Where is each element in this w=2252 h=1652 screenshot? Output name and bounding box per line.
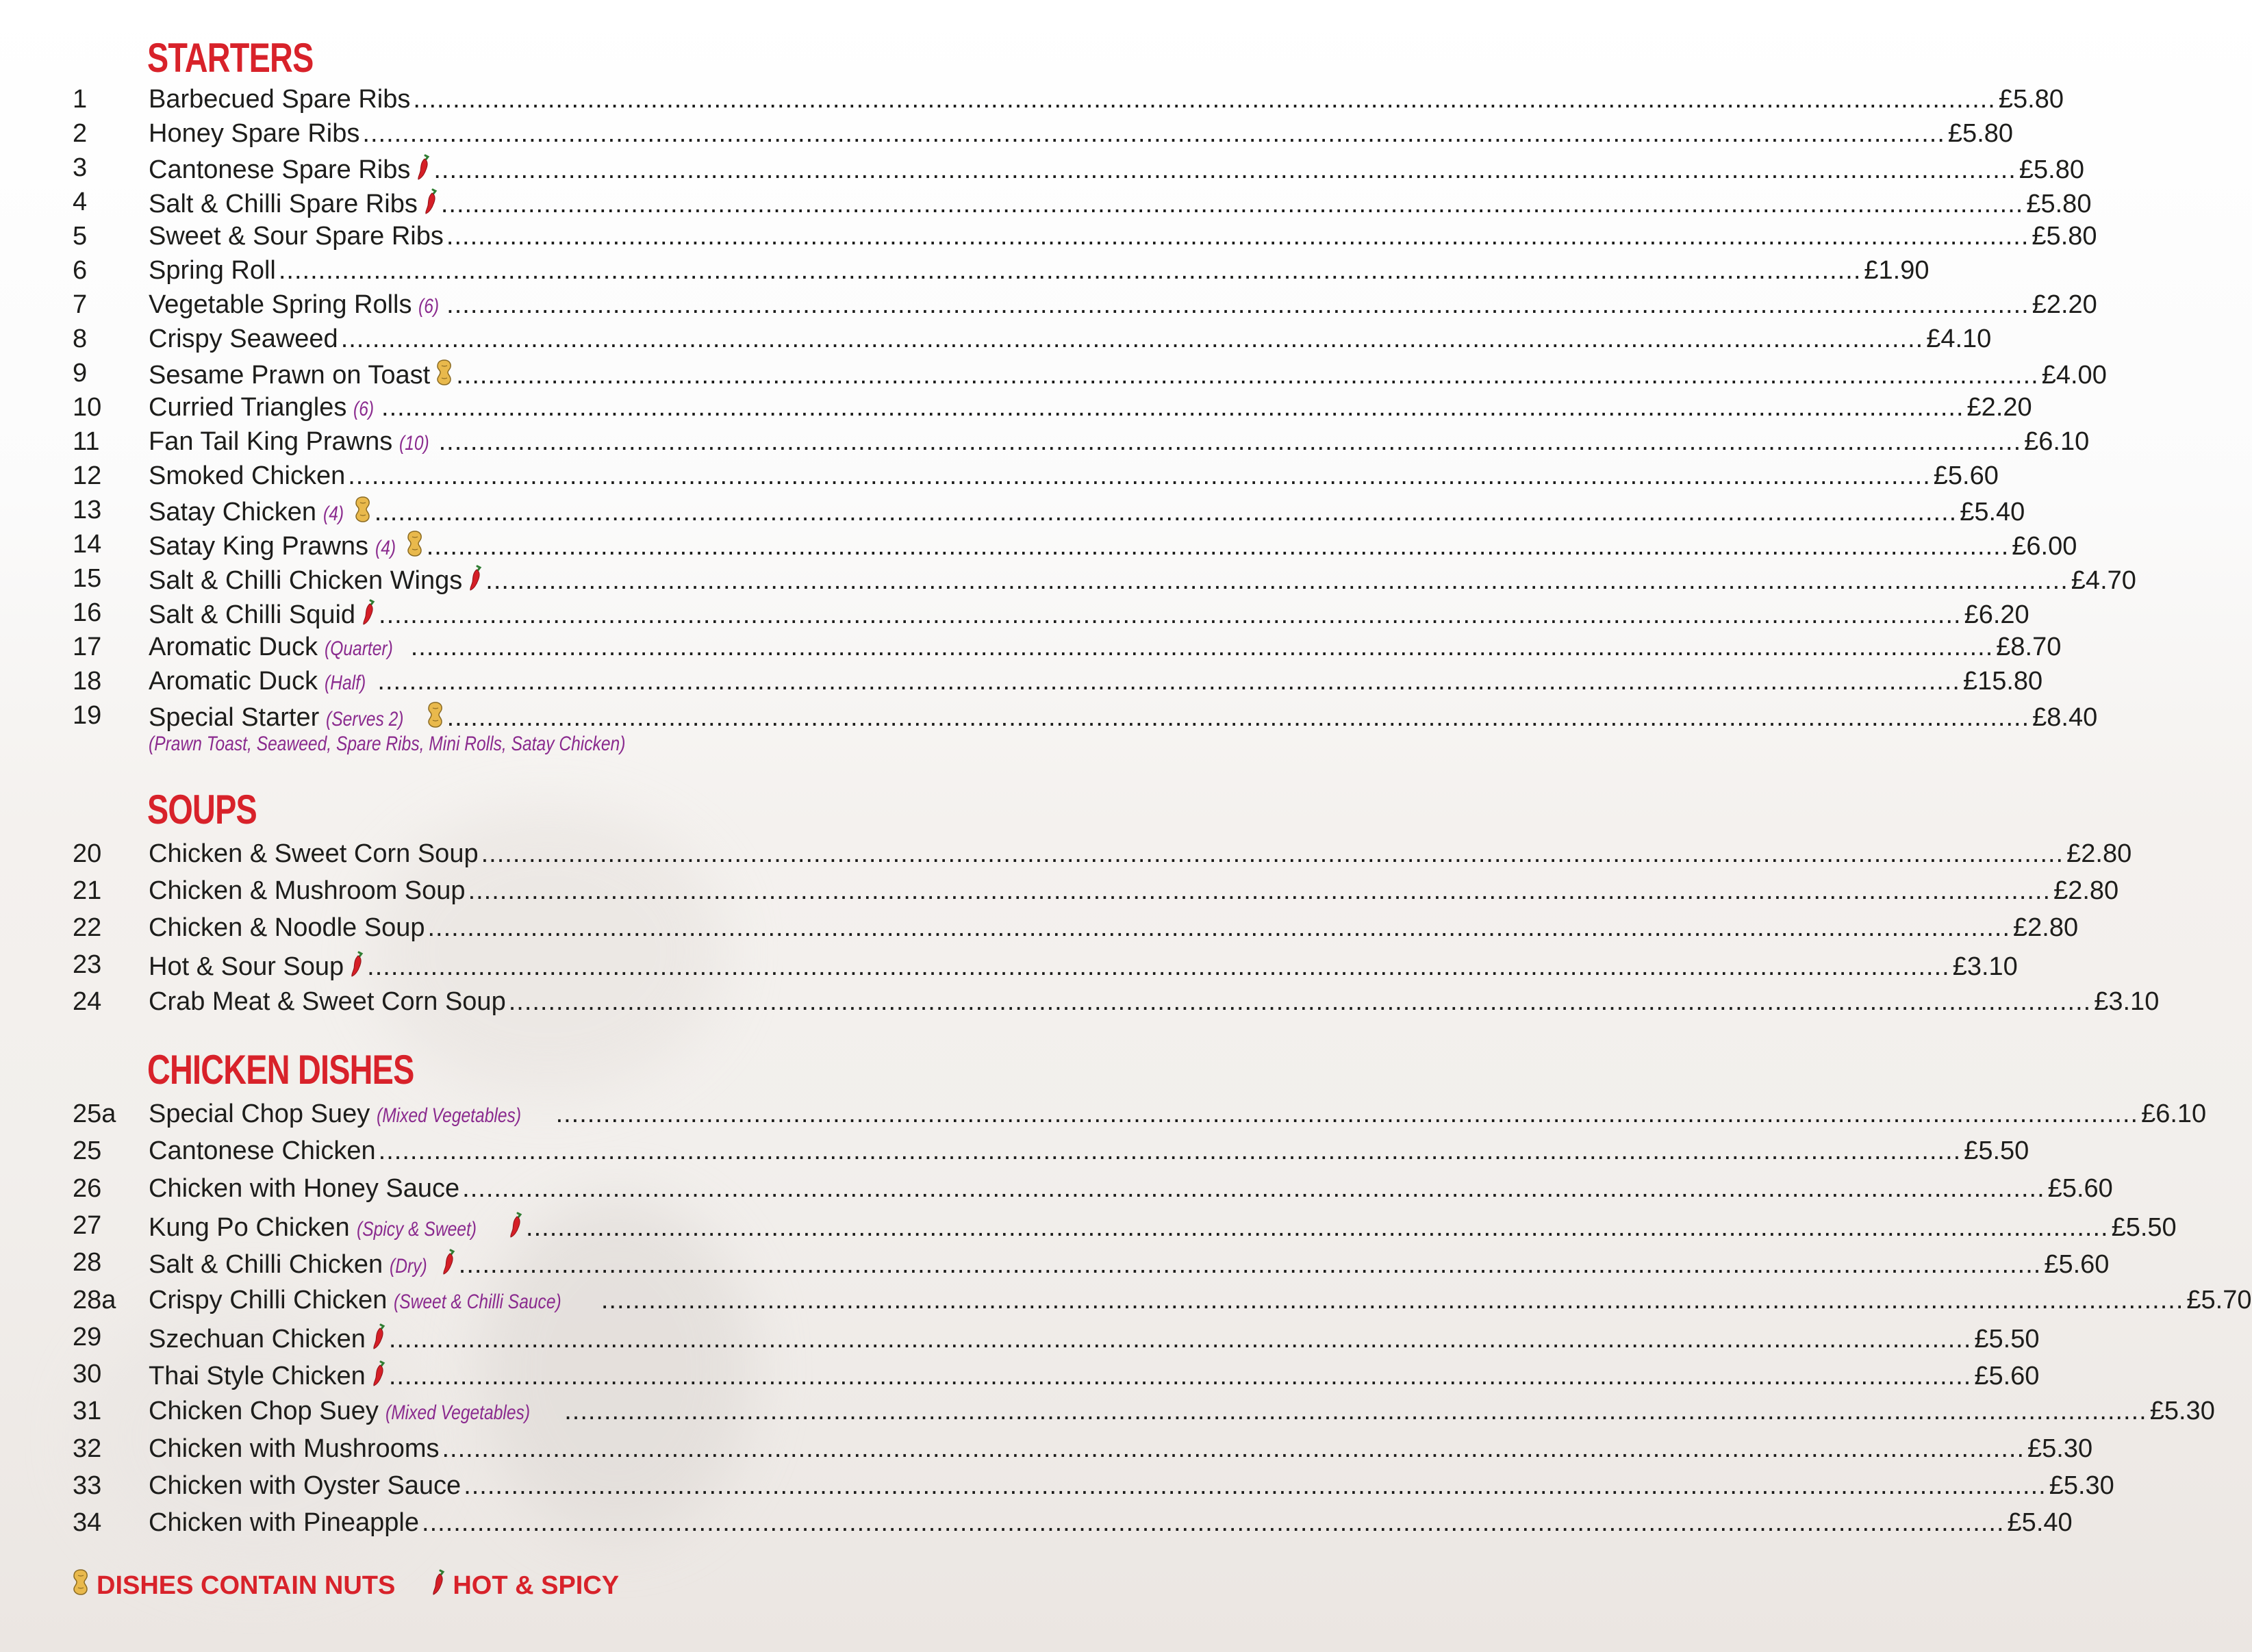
item-name: Aromatic Duck (149, 667, 318, 696)
item-note: (Mixed Vegetables) (377, 1104, 522, 1127)
menu-item (0, 874, 2119, 908)
dot-leader: ........................................................................................................................................................................................................ (388, 1324, 1972, 1354)
item-price: £5.40 (2007, 1508, 2073, 1538)
menu-item (0, 288, 2097, 322)
item-line (149, 698, 2098, 737)
menu-item (0, 424, 2090, 459)
item-line (149, 630, 2062, 666)
item-name: Barbecued Spare Ribs (149, 85, 411, 114)
item-line (149, 561, 2136, 598)
dot-leader: ........................................................................................................................................................................................................ (374, 498, 1958, 526)
item-line (149, 527, 2077, 566)
dot-leader: ........................................................................................................................................................................................................ (278, 256, 1862, 285)
item-price: £5.80 (1998, 85, 2064, 114)
item-name: Special Chop Suey (149, 1100, 370, 1128)
item-line (149, 356, 2107, 392)
item-note: (4) (375, 537, 396, 559)
item-name: Thai Style Chicken (149, 1362, 366, 1391)
dot-leader: ........................................................................................................................................................................................................ (381, 393, 1964, 422)
item-number: 32 (73, 1434, 102, 1463)
dot-leader: ........................................................................................................................................................................................................ (378, 1136, 1962, 1166)
item-line (149, 1394, 2215, 1430)
item-price: £15.80 (1962, 667, 2043, 696)
item-line (149, 1283, 2252, 1319)
item-name: Fan Tail King Prawns (149, 427, 393, 456)
menu-item (0, 82, 2064, 116)
dot-leader: ........................................................................................................................................................................................................ (564, 1397, 2147, 1426)
menu-item (0, 561, 2136, 596)
dot-leader: ........................................................................................................................................................................................................ (388, 1362, 1972, 1391)
item-price: £4.00 (2041, 361, 2107, 390)
item-note: (4) (323, 503, 344, 525)
item-price: £6.10 (2024, 427, 2090, 456)
item-price: £5.80 (2032, 222, 2097, 251)
item-number: 30 (73, 1360, 102, 1389)
dot-leader: ........................................................................................................................................................................................................ (555, 1100, 2139, 1128)
menu-item (0, 664, 2043, 698)
item-price: £5.80 (1947, 119, 2014, 148)
menu-item (0, 493, 2025, 527)
item-number: 6 (73, 256, 88, 285)
menu-item (0, 1469, 2114, 1503)
item-name: Chicken with Honey Sauce (149, 1173, 460, 1203)
item-line (149, 185, 2092, 221)
item-note: (Half) (325, 672, 366, 694)
item-price: £5.60 (1933, 461, 1999, 490)
item-number: 2 (73, 119, 88, 148)
item-name: Hot & Sour Soup (149, 952, 344, 981)
item-name: Cantonese Spare Ribs (149, 155, 411, 184)
dot-leader: ........................................................................................................................................................................................................ (508, 987, 2092, 1016)
item-number: 5 (73, 222, 88, 251)
item-name: Crispy Chilli Chicken (149, 1285, 388, 1314)
item-number: 28a (73, 1285, 116, 1314)
item-price: £5.30 (2149, 1397, 2215, 1426)
item-name: Crab Meat & Sweet Corn Soup (149, 987, 506, 1016)
dot-leader: ........................................................................................................................................................................................................ (422, 1508, 2005, 1538)
item-number: 13 (73, 496, 102, 524)
menu-item (0, 151, 2084, 185)
item-price: £3.10 (1952, 952, 2018, 981)
item-price: £2.80 (2013, 913, 2079, 942)
dot-leader: ........................................................................................................................................................................................................ (468, 876, 2051, 905)
item-price: £5.80 (2026, 190, 2092, 218)
item-line (149, 837, 2132, 871)
menu-item (0, 1134, 2029, 1168)
item-number: 3 (73, 153, 88, 182)
menu-item (0, 911, 2079, 945)
item-name: Sweet & Sour Spare Ribs (149, 222, 444, 251)
menu-item (0, 1394, 2215, 1428)
dot-leader: ........................................................................................................................................................................................................ (446, 703, 2030, 732)
item-price: £5.60 (2044, 1250, 2110, 1280)
item-note: (Sweet & Chilli Sauce) (394, 1290, 562, 1313)
menu-item (0, 984, 2160, 1019)
dot-leader: ........................................................................................................................................................................................................ (440, 190, 2024, 218)
item-line (149, 1320, 2040, 1356)
item-line (149, 911, 2079, 945)
item-price: £5.50 (1974, 1324, 2040, 1354)
dot-leader: ........................................................................................................................................................................................................ (367, 952, 1950, 981)
item-name: Vegetable Spring Rolls (149, 290, 412, 319)
item-line (149, 288, 2097, 324)
item-price: £3.10 (2094, 987, 2160, 1016)
item-number: 14 (73, 530, 102, 559)
item-number: 20 (73, 839, 102, 868)
menu-item (0, 253, 1930, 288)
item-subnote: (Prawn Toast, Seaweed, Spare Ribs, Mini Rolls, Satay Chicken) (149, 733, 626, 755)
dot-leader: ........................................................................................................................................................................................................ (377, 667, 1960, 696)
item-note: (Dry) (390, 1255, 427, 1278)
item-line (149, 219, 2097, 253)
item-line (149, 459, 1999, 493)
menu-item (0, 1208, 2177, 1243)
dot-leader: ........................................................................................................................................................................................................ (446, 222, 2029, 251)
item-line (149, 322, 1992, 356)
item-price: £5.50 (1964, 1136, 2029, 1166)
item-price: £2.80 (2053, 876, 2119, 905)
item-line (149, 1171, 2113, 1206)
item-name: Honey Spare Ribs (149, 119, 360, 148)
item-name: Salt & Chilli Chicken (149, 1250, 383, 1280)
item-number: 33 (73, 1471, 102, 1500)
item-line (149, 1134, 2029, 1168)
item-line (149, 984, 2160, 1019)
menu-item (0, 390, 2032, 424)
item-number: 23 (73, 950, 102, 979)
item-name: Salt & Chilli Squid (149, 600, 356, 629)
dot-leader: ........................................................................................................................................................................................................ (433, 155, 2016, 184)
dot-leader: ........................................................................................................................................................................................................ (462, 1173, 2045, 1203)
item-price: £6.20 (1964, 600, 2029, 629)
item-name: Salt & Chilli Spare Ribs (149, 190, 418, 218)
item-price: £5.60 (1974, 1362, 2040, 1391)
item-name: Cantonese Chicken (149, 1136, 376, 1166)
item-line (149, 948, 2018, 984)
item-number: 18 (73, 667, 102, 696)
item-line (149, 82, 2064, 116)
item-name: Sesame Prawn on Toast (149, 361, 431, 390)
menu-item (0, 1245, 2110, 1280)
section-heading: SOUPS (147, 787, 257, 833)
item-price: £6.10 (2141, 1100, 2207, 1128)
menu-item (0, 116, 2014, 151)
dot-leader: ........................................................................................................................................................................................................ (485, 566, 2068, 595)
item-price: £2.20 (2032, 290, 2097, 319)
item-number: 31 (73, 1397, 102, 1426)
item-note: (6) (353, 398, 375, 420)
item-price: £8.70 (1996, 633, 2062, 661)
menu-item (0, 596, 2029, 630)
item-number: 19 (73, 701, 102, 730)
item-price: £5.30 (2027, 1434, 2093, 1463)
item-note: (6) (418, 295, 440, 318)
item-price: £6.00 (2012, 532, 2077, 561)
dot-leader: ........................................................................................................................................................................................................ (464, 1471, 2047, 1500)
item-name: Satay Chicken (149, 498, 317, 526)
item-line (149, 253, 1930, 288)
item-line (149, 664, 2043, 700)
item-line (149, 1469, 2114, 1503)
section-heading: STARTERS (147, 35, 314, 81)
item-name: Kung Po Chicken (149, 1212, 350, 1242)
menu-item (0, 322, 1992, 356)
item-number: 28 (73, 1248, 102, 1278)
item-number: 25 (73, 1136, 102, 1166)
menu-item (0, 1505, 2073, 1540)
item-note: (Quarter) (325, 637, 393, 660)
item-number: 7 (73, 290, 88, 319)
item-line (149, 151, 2084, 187)
item-number: 9 (73, 359, 88, 387)
item-name: Chicken & Sweet Corn Soup (149, 839, 479, 868)
item-line (149, 424, 2090, 461)
item-price: £5.70 (2186, 1285, 2252, 1314)
item-name: Curried Triangles (149, 393, 347, 422)
menu-item (0, 1283, 2252, 1317)
item-price: £8.40 (2032, 703, 2098, 732)
menu-item (0, 185, 2092, 219)
item-note: (10) (399, 432, 430, 455)
item-price: £2.80 (2066, 839, 2132, 868)
legend-spicy (431, 1568, 619, 1603)
menu-item (0, 527, 2077, 561)
item-name: Szechuan Chicken (149, 1324, 366, 1354)
dot-leader: ........................................................................................................................................................................................................ (600, 1285, 2184, 1314)
item-number: 10 (73, 393, 102, 422)
item-number: 12 (73, 461, 102, 490)
dot-leader: ........................................................................................................................................................................................................ (481, 839, 2064, 868)
item-number: 17 (73, 633, 102, 661)
item-line (149, 493, 2025, 531)
item-name: Chicken & Mushroom Soup (149, 876, 466, 905)
item-name: Satay King Prawns (149, 532, 369, 561)
item-name: Smoked Chicken (149, 461, 346, 490)
item-name: Salt & Chilli Chicken Wings (149, 566, 463, 595)
legend-nuts-label: DISHES CONTAIN NUTS (97, 1571, 396, 1600)
item-name: Aromatic Duck (149, 633, 318, 661)
legend-nuts (72, 1568, 395, 1603)
menu-item (0, 698, 2098, 733)
item-number: 21 (73, 876, 102, 905)
item-name: Chicken with Pineapple (149, 1508, 420, 1538)
item-note: (Serves 2) (326, 708, 404, 730)
dot-leader: ........................................................................................................................................................................................................ (340, 325, 1924, 353)
dot-leader: ........................................................................................................................................................................................................ (456, 361, 2039, 390)
chilli-icon (441, 1248, 456, 1284)
item-price: £1.90 (1864, 256, 1930, 285)
legend (72, 1566, 729, 1605)
menu-item (0, 1097, 2207, 1131)
item-number: 22 (73, 913, 102, 942)
item-number: 26 (73, 1173, 102, 1203)
legend-spicy-label: HOT & SPICY (453, 1571, 620, 1600)
chilli-icon (371, 1360, 386, 1396)
chilli-icon (508, 1211, 523, 1247)
menu-item (0, 837, 2132, 871)
dot-leader: ........................................................................................................................................................................................................ (442, 1434, 2025, 1463)
item-line (149, 390, 2032, 427)
chilli-icon (431, 1568, 453, 1603)
dot-leader: ........................................................................................................................................................................................................ (426, 532, 2010, 561)
item-note: (Mixed Vegetables) (385, 1401, 530, 1425)
menu-item (0, 948, 2018, 982)
menu-item (0, 1171, 2113, 1206)
item-price: £5.50 (2111, 1212, 2177, 1242)
item-line (149, 1357, 2040, 1393)
item-price: £4.70 (2071, 566, 2136, 595)
item-name: Chicken Chop Suey (149, 1397, 379, 1426)
item-line (149, 1432, 2093, 1466)
dot-leader: ........................................................................................................................................................................................................ (458, 1250, 2042, 1280)
item-line (149, 1208, 2177, 1247)
menu-item (0, 1320, 2040, 1354)
item-number: 25a (73, 1100, 116, 1128)
nut-icon (72, 1568, 97, 1603)
item-name: Chicken with Mushrooms (149, 1434, 440, 1463)
item-line (149, 596, 2029, 632)
menu-item (0, 630, 2062, 664)
item-number: 34 (73, 1508, 102, 1538)
dot-leader: ........................................................................................................................................................................................................ (526, 1212, 2109, 1242)
item-number: 29 (73, 1322, 102, 1351)
item-price: £5.80 (2019, 155, 2084, 184)
item-number: 8 (73, 325, 88, 353)
dot-leader: ........................................................................................................................................................................................................ (427, 913, 2011, 942)
item-number: 24 (73, 987, 102, 1016)
dot-leader: ........................................................................................................................................................................................................ (348, 461, 1931, 490)
item-price: £5.30 (2049, 1471, 2114, 1500)
item-number: 15 (73, 564, 102, 593)
item-name: Crispy Seaweed (149, 325, 338, 353)
chilli-icon (371, 1323, 386, 1359)
item-price: £2.20 (1966, 393, 2032, 422)
item-line (149, 1245, 2110, 1284)
item-price: £5.60 (2047, 1173, 2113, 1203)
menu-item (0, 219, 2097, 253)
menu-item (0, 1357, 2040, 1391)
item-name: Chicken & Noodle Soup (149, 913, 425, 942)
dot-leader: ........................................................................................................................................................................................................ (413, 85, 1996, 114)
dot-leader: ........................................................................................................................................................................................................ (438, 427, 2022, 456)
menu-item (0, 1432, 2093, 1466)
item-line (149, 1505, 2073, 1540)
item-price: £4.10 (1926, 325, 1992, 353)
dot-leader: ........................................................................................................................................................................................................ (362, 119, 1945, 148)
dot-leader: ........................................................................................................................................................................................................ (446, 290, 2029, 319)
item-name: Chicken with Oyster Sauce (149, 1471, 461, 1500)
chilli-icon (349, 950, 364, 987)
item-line (149, 1097, 2207, 1133)
item-line (149, 874, 2119, 908)
item-number: 4 (73, 188, 88, 216)
item-number: 11 (73, 427, 100, 456)
dot-leader: ........................................................................................................................................................................................................ (410, 633, 1994, 661)
item-name: Special Starter (149, 703, 320, 732)
section-heading: CHICKEN DISHES (147, 1047, 414, 1093)
item-price: £5.40 (1960, 498, 2025, 526)
menu-item (0, 459, 1999, 493)
item-line (149, 116, 2014, 151)
item-name: Spring Roll (149, 256, 276, 285)
item-number: 16 (73, 598, 102, 627)
menu-item (0, 356, 2107, 390)
dot-leader: ........................................................................................................................................................................................................ (379, 600, 1962, 629)
item-number: 1 (73, 85, 88, 114)
item-number: 27 (73, 1210, 102, 1240)
item-note: (Spicy & Sweet) (356, 1217, 477, 1241)
